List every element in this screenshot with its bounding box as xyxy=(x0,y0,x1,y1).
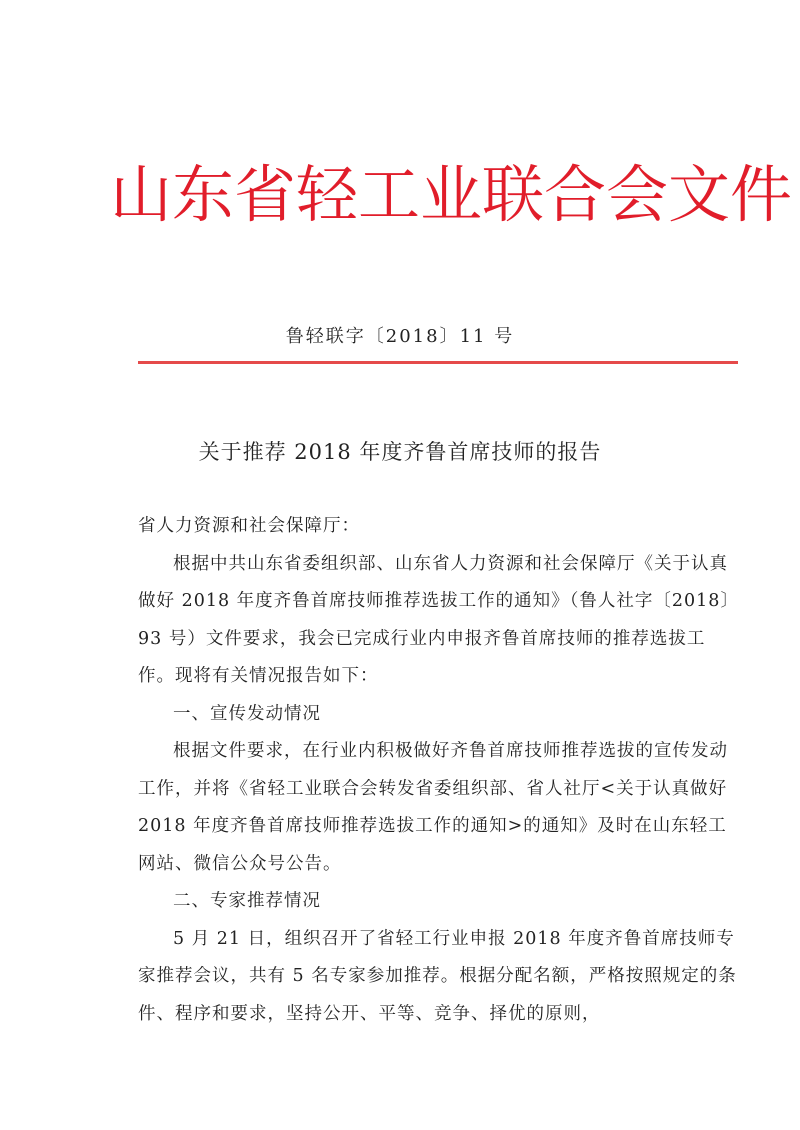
section-1-heading: 一、宣传发动情况 xyxy=(173,703,321,724)
addressee: 省人力资源和社会保障厅： xyxy=(138,516,360,536)
document-body xyxy=(138,508,738,1033)
document-number: 鲁轻联字〔2018〕11 号 xyxy=(285,326,515,347)
section-2-paragraph: 5 月 21 日，组织召开了省轻工行业申报 2018 年度齐鲁首席技师专家推荐会议，共有 5 名专家参加推荐。根据分配名额，严格按照规定的条件、程序和要求，坚持公开、平等、竞争、择优的原则， xyxy=(138,928,737,1024)
document-title: 关于推荐 2018 年度齐鲁首席技师的报告 xyxy=(198,440,602,464)
org-header-title: 山东省轻工业联合会文件 xyxy=(110,158,793,231)
section-1-paragraph: 根据文件要求，在行业内积极做好齐鲁首席技师推荐选拔的宣传发动工作，并将《省轻工业联合会转发省委组织部、省人社厅<关于认真做好 2018 年度齐鲁首席技师推荐选拔工作的通知>的通知》及时在山东轻工网站、微信公众号公告。 xyxy=(138,741,728,874)
intro-paragraph: 根据中共山东省委组织部、山东省人力资源和社会保障厅《关于认真做好 2018 年度齐鲁首席技师推荐选拔工作的通知》（鲁人社字〔2018〕93 号）文件要求，我会已完成行业内申报齐鲁首席技师的推荐选拔工作。现将有关情况报告如下： xyxy=(138,553,731,686)
section-2-heading: 二、专家推荐情况 xyxy=(173,891,321,911)
red-divider-line xyxy=(138,361,738,364)
